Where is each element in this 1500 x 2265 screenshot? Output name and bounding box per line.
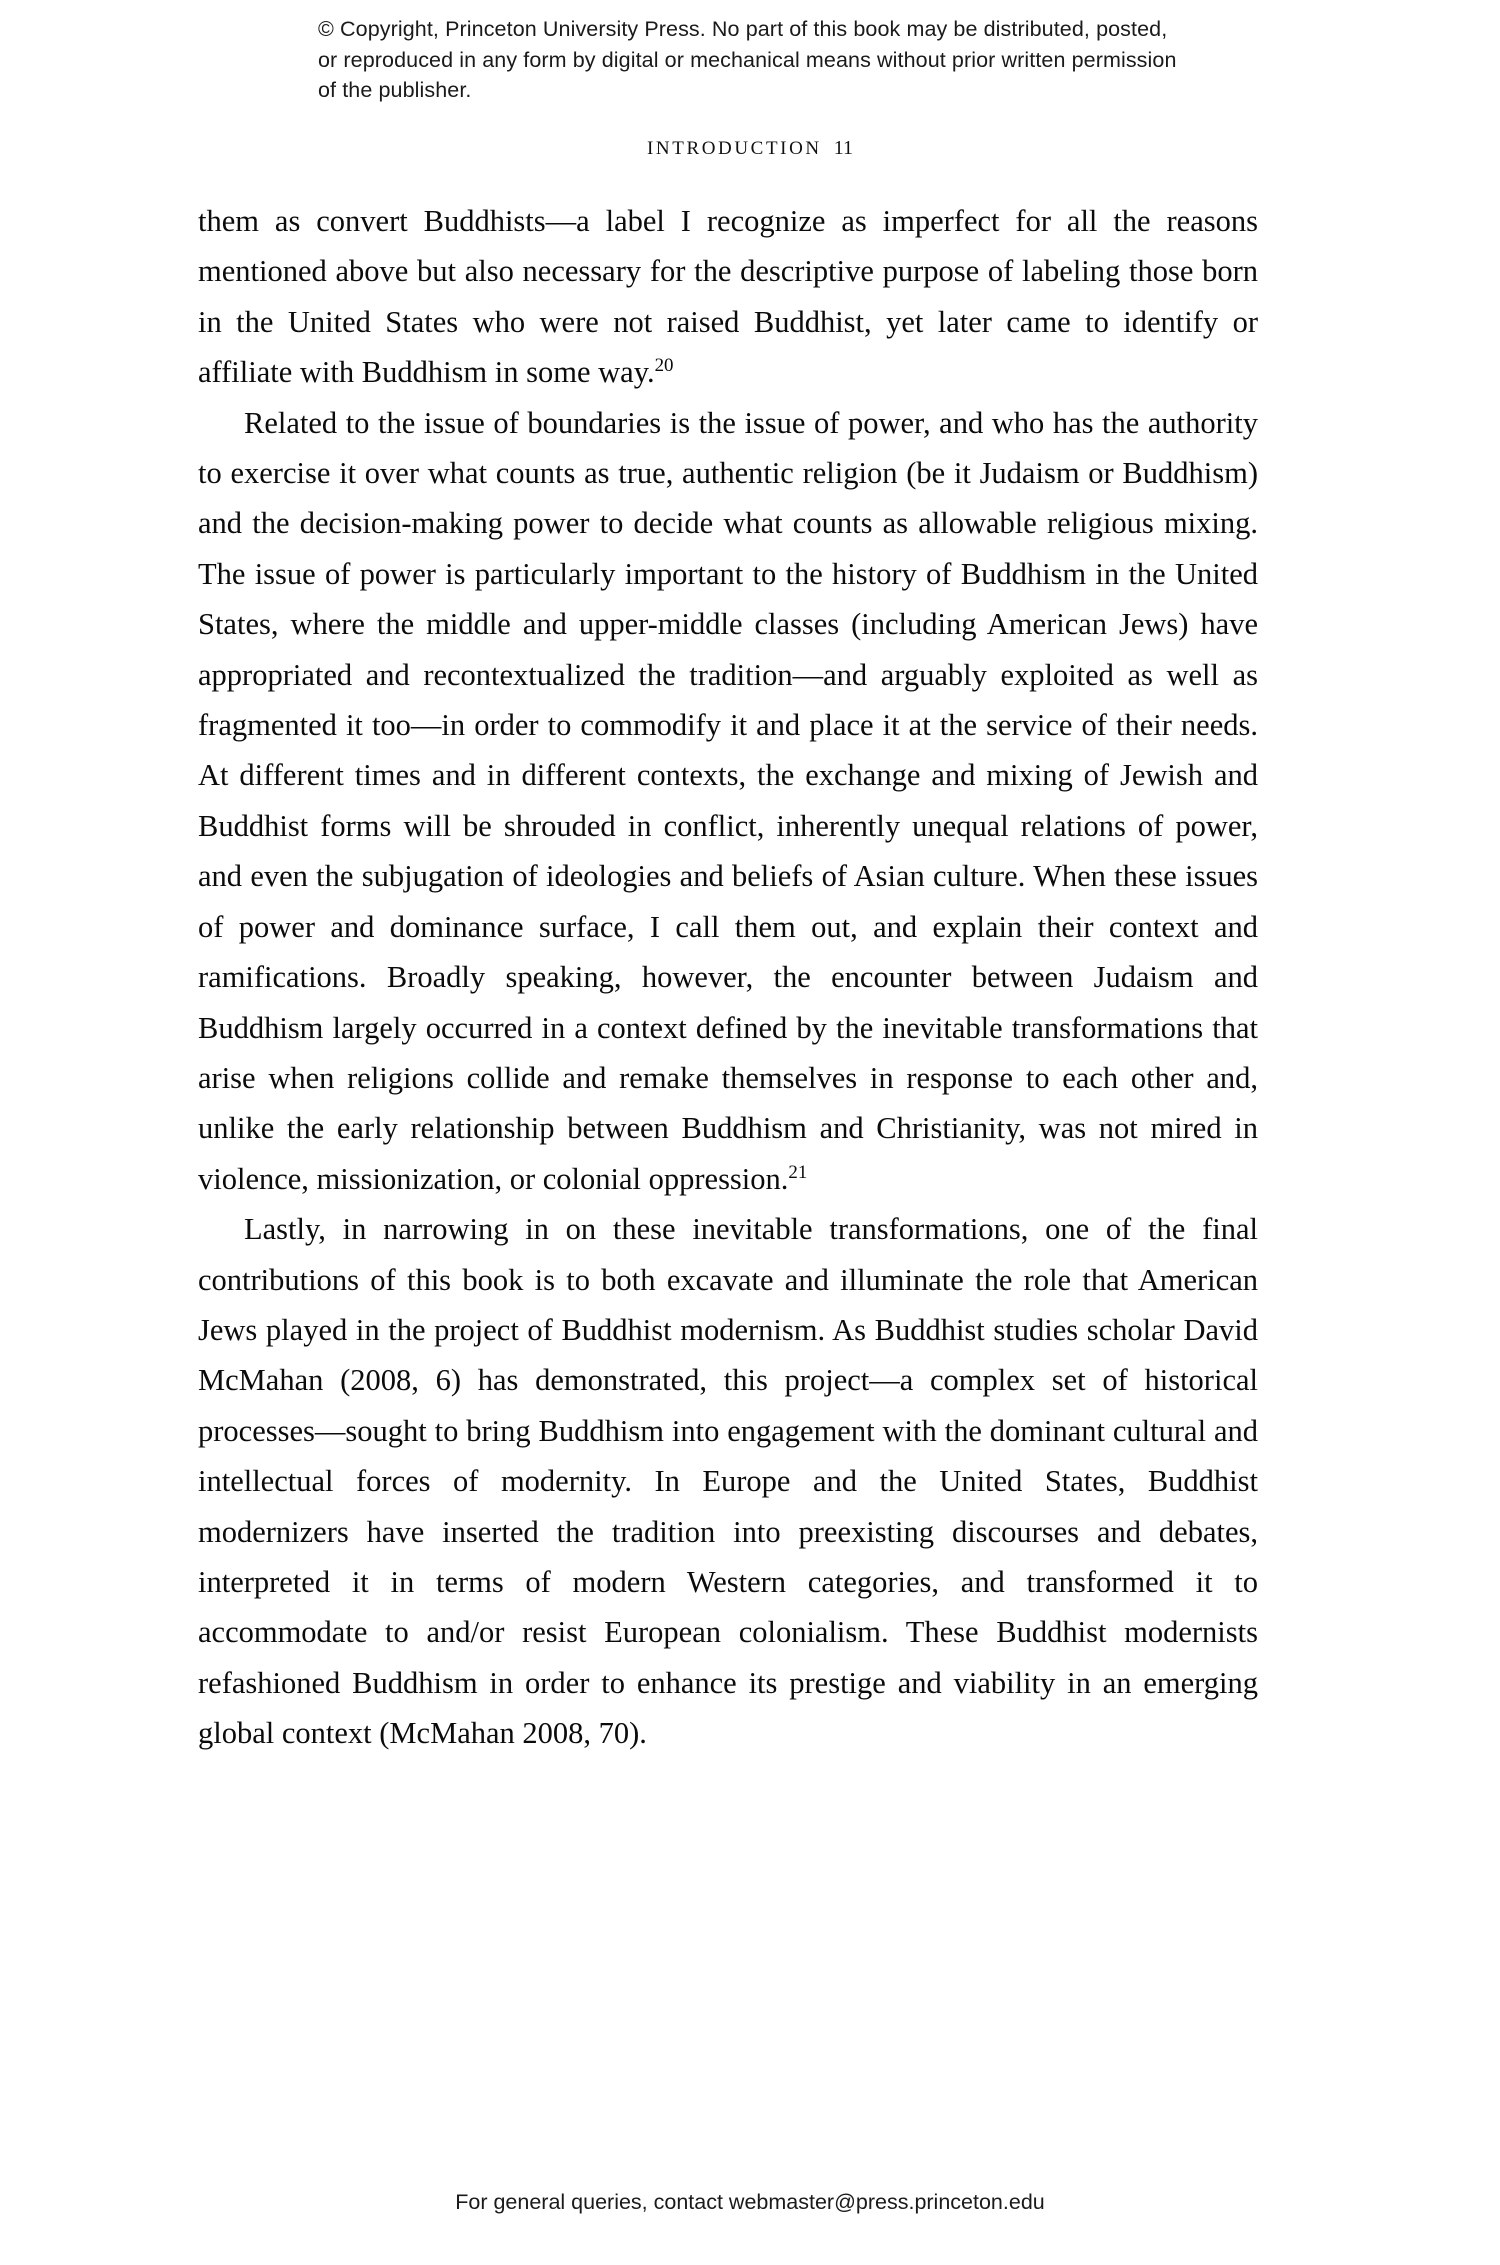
footnote-marker-20: 20 <box>654 355 674 377</box>
footnote-marker-21: 21 <box>788 1161 808 1183</box>
running-head <box>0 137 1500 160</box>
footer-contact: For general queries, contact webmaster@press.princeton.edu <box>455 2190 1045 2214</box>
copyright-notice: © Copyright, Princeton University Press. No part of this book may be distributed, posted, or reproduced in any form by digital or mechanical means without prior written permission of the publisher. <box>318 17 1177 103</box>
body-text <box>198 196 1258 1759</box>
paragraph-3-text: Lastly, in narrowing in on these inevitable transformations, one of the final contributions of this book is to both excavate and illuminate the role that American Jews played in the project of Buddhist modernism. As Buddhist studies scholar David McMahan (2008, 6) has demonstrated, this project—a complex set of historical processes—sought to bring Buddhism into engagement with the dominant cultural and intellectual forces of modernity. In Europe and the United States, Buddhist modernizers have inserted the tradition into preexisting discourses and debates, interpreted it in terms of modern Western categories, and transformed it to accommodate to and/or resist European colonialism. These Buddhist modernists refashioned Buddhism in order to enhance its prestige and viability in an emerging global context (McMahan 2008, 70). <box>198 1212 1258 1751</box>
paragraph-1-text: them as convert Buddhists—a label I recognize as imperfect for all the reasons mentioned above but also necessary for the descriptive purpose of labeling those born in the United States who were not raised Buddhist, yet later came to identify or affiliate with Buddhism in some way. <box>198 204 1258 390</box>
running-head-title: INTRODUCTION <box>646 138 822 159</box>
paragraph-1 <box>198 196 1258 398</box>
page-number: 11 <box>833 137 853 159</box>
paragraph-2 <box>198 398 1258 1205</box>
paragraph-2-text: Related to the issue of boundaries is the issue of power, and who has the authority to exercise it over what counts as true, authentic religion (be it Judaism or Buddhism) and the decision-making power to decide what counts as allowable religious mixing. The issue of power is particularly important to the history of Buddhism in the United States, where the middle and upper-middle classes (including American Jews) have appropriated and recontextualized the tradition—and arguably exploited as well as fragmented it too—in order to commodify it and place it at the service of their needs. At different times and in different contexts, the exchange and mixing of Jewish and Buddhist forms will be shrouded in conflict, inherently unequal relations of power, and even the subjugation of ideologies and beliefs of Asian culture. When these issues of power and dominance surface, I call them out, and explain their context and ramifications. Broadly speaking, however, the encounter between Judaism and Buddhism largely occurred in a context defined by the inevitable transformations that arise when religions collide and remake themselves in response to each other and, unlike the early relationship between Buddhism and Christianity, was not mired in violence, missionization, or colonial oppression. <box>198 405 1258 1196</box>
paragraph-3 <box>198 1204 1258 1758</box>
